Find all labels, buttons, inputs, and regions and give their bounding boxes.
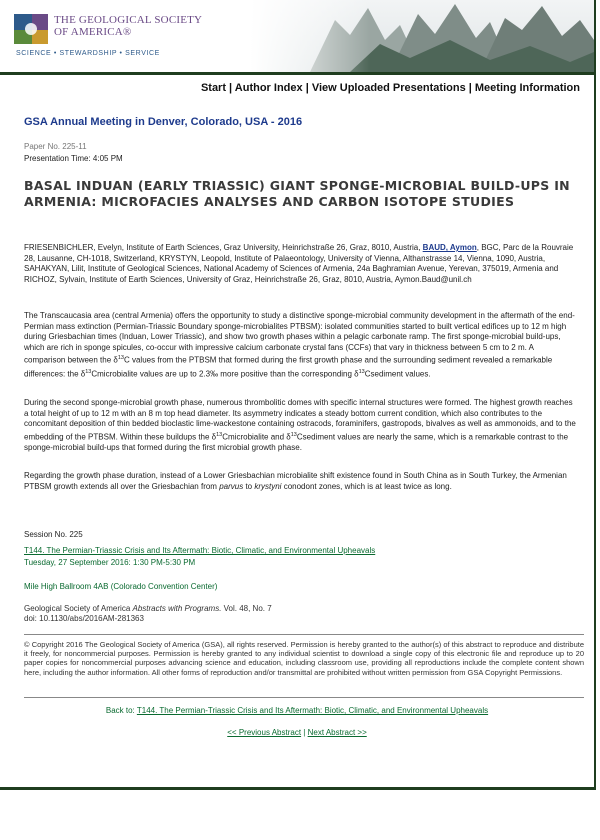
gsa-logo-icon[interactable] bbox=[14, 14, 48, 44]
species-name: parvus bbox=[219, 481, 244, 491]
back-to-session-link[interactable]: T144. The Permian-Triassic Crisis and Its Aftermath: Biotic, Climatic, and Environmental Upheavals bbox=[136, 706, 489, 715]
authors-text-after: , BGC, Parc de la Rouvraie 28, Lausanne, CH-1018, Switzerland, KRYSTYN, Leopold, Institute of Palaeontology, University of Vienna, Althanstrasse 14, Vienna, 1090, Austria, SAHAKYAN, Lilit, Institute of Geological Sciences, National Academy of Sciences of Armenia, 24a Baghramian Avenue, Yerevan, 375019, Armenia and RICHOZ, Sylvain, Institute of Earth Sciences, University of Graz, Heinrichstraße 26, Graz, 8010, Austria, Aymon.Baud@unil.ch bbox=[24, 243, 574, 284]
nav-author-index-link[interactable]: Author Index bbox=[234, 82, 303, 94]
org-name-line1: THE GEOLOGICAL SOCIETY bbox=[54, 14, 203, 26]
paper-number: Paper No. 225-11 bbox=[24, 142, 87, 151]
org-name bbox=[54, 14, 202, 38]
nav-meeting-info-link[interactable]: Meeting Information bbox=[474, 82, 580, 94]
paper-title: BASAL INDUAN (EARLY TRIASSIC) GIANT SPONGE-MICROBIAL BUILD-UPS IN ARMENIA: MICROFACIES ANALYSES AND CARBON ISOTOPE STUDIES bbox=[24, 178, 570, 209]
abstract-text: During the second sponge-microbial growth phase, numerous thrombolitic domes with specific internal structures were formed. The highest growth reaches a total height of up to 12 m with an 8 m top head diameter. Its asymmetry indicates a steady bottom current condition, which also contributes to the concomitant deposition of thin bedded bioclastic lime-wackestone containing ostracods, foraminifers, gastropods, bivalves as well as ammonoids, and to the embedding of the PTBSM. Within these buildups the δ bbox=[24, 398, 576, 442]
doi: doi: 10.1130/abs/2016AM-281363 bbox=[24, 614, 144, 623]
journal-line bbox=[24, 604, 272, 614]
divider bbox=[24, 634, 584, 635]
divider bbox=[24, 697, 584, 698]
presenting-author-link[interactable]: BAUD, Aymon bbox=[422, 243, 477, 252]
session-datetime: Tuesday, 27 September 2016: 1:30 PM-5:30 PM bbox=[24, 558, 196, 567]
abstract-text: Csediment values are nearly the same, which is a remarkable contrast to the sponge-microbial build-ups that formed during the first microbial growth phase. bbox=[24, 432, 569, 453]
nav-separator: | bbox=[226, 82, 235, 94]
superscript: 13 bbox=[358, 368, 365, 375]
abstract-paragraph-1 bbox=[24, 311, 576, 380]
session-number: Session No. 225 bbox=[24, 530, 83, 539]
nav-separator: | bbox=[302, 82, 312, 94]
abstract-text: to bbox=[243, 481, 255, 491]
nav-start-link[interactable]: Start bbox=[200, 82, 226, 94]
journal-name: Abstracts with Programs. bbox=[132, 604, 222, 613]
author-list bbox=[24, 243, 576, 285]
top-nav bbox=[201, 82, 580, 94]
site-header bbox=[0, 0, 594, 72]
abstract-pager bbox=[0, 728, 594, 737]
presentation-time: Presentation Time: 4:05 PM bbox=[24, 154, 123, 163]
superscript: 13 bbox=[117, 355, 124, 362]
superscript: 13 bbox=[85, 368, 92, 375]
abstract-paragraph-3 bbox=[24, 471, 576, 492]
abstract-text: C values from the PTBSM that formed during the first growth phase and the surrounding sediment revealed a remarkable differences: the δ bbox=[24, 356, 553, 379]
superscript: 13 bbox=[216, 431, 223, 438]
back-to-label: Back to: bbox=[105, 706, 137, 715]
next-abstract-link[interactable]: Next Abstract >> bbox=[307, 728, 367, 737]
abstract-text: Csediment values. bbox=[364, 369, 431, 379]
authors-text-before: FRIESENBICHLER, Evelyn, Institute of Earth Sciences, Graz University, Heinrichstraße 26, Graz, 8010, Austria, bbox=[24, 243, 423, 252]
previous-abstract-link[interactable]: << Previous Abstract bbox=[227, 728, 302, 737]
meeting-title: GSA Annual Meeting in Denver, Colorado, USA - 2016 bbox=[24, 116, 303, 128]
nav-view-uploaded-link[interactable]: View Uploaded Presentations bbox=[311, 82, 466, 94]
header-rule bbox=[0, 72, 594, 75]
copyright-notice: © Copyright 2016 The Geological Society of America (GSA), all rights reserved. Permission is hereby granted to the author(s) of this abstract to reproduce and distribute it freely, for noncommercial purposes. Permission is hereby granted to any individual scientist to download a single copy of this electronic file and reproduce up to 20 paper copies for noncommercial purposes advancing science and education, including classroom use, providing all reproductions include the complete content shown here, including the author information. All other forms of reproduction and/or transmittal are prohibited without written permission from GSA Copyright Permissions. bbox=[24, 640, 584, 677]
superscript: 13 bbox=[290, 431, 297, 438]
session-room: Mile High Ballroom 4AB (Colorado Convention Center) bbox=[24, 582, 218, 591]
journal-volume: Vol. 48, No. 7 bbox=[221, 604, 272, 613]
org-name-line2: OF AMERICA® bbox=[54, 26, 132, 38]
abstract-paragraph-2 bbox=[24, 398, 576, 454]
abstract-text: Regarding the growth phase duration, instead of a Lower Griesbachian microbialite shift existence found in South China as in South Turkey, the Armenian PTBSM growth extends all over the Griesbachian from bbox=[24, 471, 567, 491]
abstract-text: Cmicrobialite values are up to 2.3‰ more positive than the corresponding δ bbox=[91, 369, 359, 379]
journal-prefix: Geological Society of America bbox=[24, 604, 133, 613]
abstract-text: The Transcaucasia area (central Armenia) offers the opportunity to study a distinctive sponge-microbial community development in the aftermath of the end-Permian mass extinction (Permian-Triassic Boundary sponge-microbialites PTBSM): isolated communities started to built vertical edifices up to 12 m high during Griesbachian times (Induan, Lower Triassic), and show two growth phases within a pelagic carbonate ramp. The first sponge-microbial build-ups, which are rich in sponge spicules, co-occur with impressive calcium carbonate crystal fans (CCFs) that vary in thickness between 5 cm to 2 m. A comparison between the δ bbox=[24, 311, 575, 366]
abstract-text: Cmicrobialite and δ bbox=[222, 432, 291, 442]
nav-separator: | bbox=[465, 82, 475, 94]
back-to-session bbox=[0, 706, 594, 715]
species-name: krystyni bbox=[254, 481, 282, 491]
pager-separator: | bbox=[301, 728, 308, 737]
session-link[interactable]: T144. The Permian-Triassic Crisis and Its Aftermath: Biotic, Climatic, and Environmental Upheavals bbox=[24, 546, 376, 555]
mountain-banner-image bbox=[250, 0, 594, 72]
org-tagline: SCIENCE • STEWARDSHIP • SERVICE bbox=[16, 50, 160, 57]
abstract-text: conodont zones, which is at least twice as long. bbox=[281, 481, 452, 491]
journal-citation bbox=[24, 604, 272, 624]
